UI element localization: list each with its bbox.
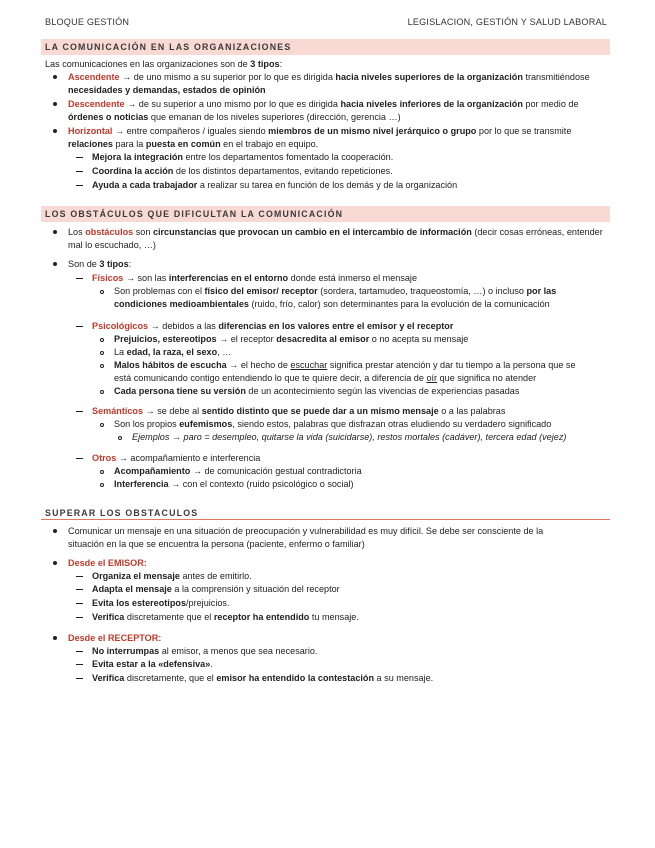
bullet (53, 230, 57, 234)
bullet (53, 636, 57, 640)
horizontal-detail-1: Mejora la integración entre los departamentos fomentado la cooperación. (92, 152, 394, 162)
bullet (53, 75, 57, 79)
otros-line: Otros → acompañamiento e interferencia (92, 453, 261, 463)
horizontal-line-2: relaciones para la puesta en común en el trabajo en equipo. (68, 139, 319, 149)
emisor-heading: Desde el EMISOR: (68, 558, 147, 568)
dash-marker (76, 576, 83, 577)
dash-marker (76, 458, 83, 459)
dash-marker (76, 589, 83, 590)
bullet (53, 129, 57, 133)
dash-marker (76, 664, 83, 665)
emisor-item-2: Adapta el mensaje a la comprensión y situación del receptor (92, 584, 340, 594)
fisicos-sub-1: Son problemas con el físico del emisor/ receptor (sordera, tartamudeo, traqueostomía, …) o incluso por las (114, 286, 557, 296)
semanticos-sub-1: Son los propios eufemismos, siendo estos, palabras que disfrazan otras eludiendo su verdadero significado (114, 419, 552, 429)
psicologicos-sub-1: Prejuicios, estereotipos → el receptor desacredita al emisor o no acepta su mensaje (114, 334, 469, 344)
dash-marker (76, 678, 83, 679)
emisor-item-3: Evita los estereotipos/prejuicios. (92, 598, 230, 608)
circle-marker (100, 290, 104, 294)
circle-marker (100, 470, 104, 474)
receptor-item-1: No interrumpas al emisor, a menos que sea necesario. (92, 646, 318, 656)
fisicos-line: Físicos → son las interferencias en el entorno donde está inmerso el mensaje (92, 273, 418, 283)
otros-sub-1: Acompañamiento → de comunicación gestual contradictoria (114, 466, 362, 476)
bullet (53, 262, 57, 266)
bullet (53, 102, 57, 106)
circle-marker (100, 423, 104, 427)
obstaculos-definition: Los obstáculos son circunstancias que provocan un cambio en el intercambio de información (decir cosas erróneas, entender (68, 227, 603, 237)
section-title-obstaculos: LOS OBSTÁCULOS QUE DIFICULTAN LA COMUNICACIÓN (41, 206, 610, 222)
horizontal-detail-3: Ayuda a cada trabajador a realizar su tarea en función de los demás y de la organización (92, 180, 458, 190)
bullet (53, 561, 57, 565)
dash-marker (76, 617, 83, 618)
otros-sub-2: Interferencia → con el contexto (ruido psicológico o social) (114, 479, 354, 489)
horizontal-line: Horizontal → entre compañeros / iguales siendo miembros de un mismo nivel jerárquico o grupo por lo que se transmite (68, 126, 572, 136)
circle-marker (100, 364, 104, 368)
dash-marker (76, 185, 83, 186)
receptor-item-3: Verifica discretamente, que el emisor ha entendido la contestación a su mensaje. (92, 673, 434, 683)
semanticos-examples: Ejemplos → paro = desempleo, quitarse la vida (suicidarse), restos mortales (cadáver), tercera edad (vejez) (132, 432, 567, 442)
dash-marker (76, 157, 83, 158)
tipos-line: Son de 3 tipos: (68, 259, 132, 269)
circle-marker (100, 390, 104, 394)
emisor-item-4: Verifica discretamente que el receptor ha entendido tu mensaje. (92, 612, 359, 622)
psicologicos-line: Psicológicos → debidos a las diferencias en los valores entre el emisor y el receptor (92, 321, 454, 331)
psicologicos-sub-3-cont: está comunicando contigo entendiendo lo que te quiere decir, a diferencia de oír que significa no atender (114, 373, 537, 383)
obstaculos-definition-2: mal lo escuchado, …) (68, 240, 156, 250)
bullet (53, 529, 57, 533)
dash-marker (76, 603, 83, 604)
section-title-superar: SUPERAR LOS OBSTACULOS (41, 506, 610, 520)
psicologicos-sub-4: Cada persona tiene su versión de un acontecimiento según las vivencias de experiencias pasadas (114, 386, 520, 396)
dash-marker (76, 651, 83, 652)
descendente-line: Descendente → de su superior a uno mismo por lo que es dirigida hacia niveles inferiores de la organización por medio de (68, 99, 579, 109)
receptor-item-2: Evita estar a la «defensiva». (92, 659, 213, 669)
intro-line: Las comunicaciones en las organizaciones son de 3 tipos: (45, 59, 283, 69)
emisor-item-1: Organiza el mensaje antes de emitirlo. (92, 571, 252, 581)
fisicos-sub-2: condiciones medioambientales (ruido, frío, calor) son determinantes para la evolución de la comunicación (114, 299, 550, 309)
header-left: BLOQUE GESTIÓN (45, 17, 130, 27)
dash-marker (76, 411, 83, 412)
circle-marker (100, 483, 104, 487)
semanticos-line: Semánticos → se debe al sentido distinto que se puede dar a un mismo mensaje o a las palabras (92, 406, 506, 416)
circle-marker (100, 351, 104, 355)
ascendente-line: Ascendente → de uno mismo a su superior por lo que es dirigida hacia niveles superiores de la organización transmitiéndose (68, 72, 590, 82)
header-right: LEGISLACION, GESTIÓN Y SALUD LABORAL (407, 17, 607, 27)
circle-marker (100, 338, 104, 342)
psicologicos-sub-2: La edad, la raza, el sexo, … (114, 347, 232, 357)
dash-marker (76, 171, 83, 172)
superar-intro: Comunicar un mensaje en una situación de preocupación y vulnerabilidad es muy difícil. Se debe ser consciente de la (68, 526, 544, 536)
dash-marker (76, 278, 83, 279)
receptor-heading: Desde el RECEPTOR: (68, 633, 162, 643)
horizontal-detail-2: Coordina la acción de los distintos departamentos, evitando repeticiones. (92, 166, 393, 176)
ascendente-line-2: necesidades y demandas, estados de opinión (68, 85, 266, 95)
psicologicos-sub-3: Malos hábitos de escucha → el hecho de escuchar significa prestar atención y dar tu tiempo a la persona que se (114, 360, 576, 370)
section-title-comunicacion: LA COMUNICACIÓN EN LAS ORGANIZACIONES (41, 39, 610, 55)
circle-marker (118, 436, 122, 440)
descendente-line-2: órdenes o noticias que emanan de los niveles superiores (dirección, gerencia …) (68, 112, 401, 122)
dash-marker (76, 326, 83, 327)
superar-intro-2: situación en la que se encuentra la persona (paciente, enfermo o familiar) (68, 539, 365, 549)
